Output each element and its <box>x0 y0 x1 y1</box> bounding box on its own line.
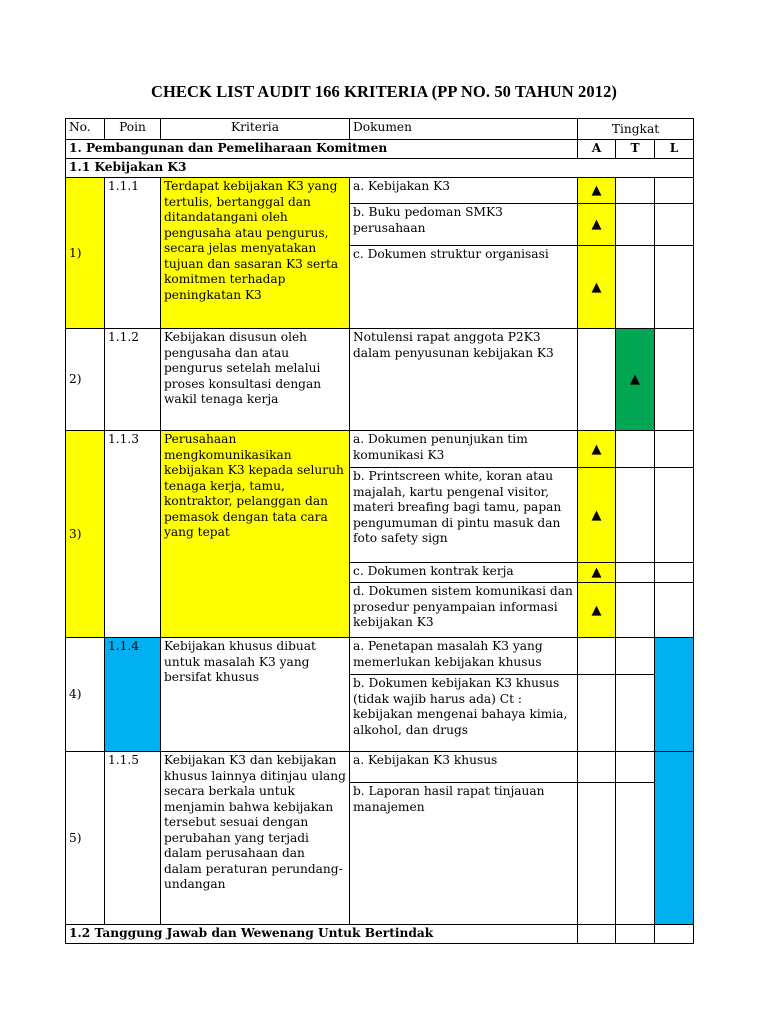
header-no: No. <box>66 119 105 140</box>
dokumen-cell: a. Kebijakan K3 <box>350 178 578 204</box>
subsection-title: 1.1 Kebijakan K3 <box>66 159 694 178</box>
header-row <box>66 119 694 140</box>
row-number: 4) <box>66 638 105 752</box>
audit-checklist-table <box>65 118 694 944</box>
level-l-cell <box>655 178 694 204</box>
header-dokumen: Dokumen <box>350 119 578 140</box>
table-row <box>66 178 694 204</box>
dokumen-cell: Notulensi rapat anggota P2K3 dalam penyusunan kebijakan K3 <box>350 329 578 431</box>
table-row <box>66 638 694 675</box>
level-l-cell <box>655 246 694 329</box>
section-title: 1. Pembangunan dan Pemeliharaan Komitmen <box>66 140 578 159</box>
level-l-cell <box>655 329 694 431</box>
dokumen-cell: c. Dokumen kontrak kerja <box>350 563 578 583</box>
dokumen-cell: b. Dokumen kebijakan K3 khusus (tidak wajib harus ada) Ct : kebijakan mengenai bahaya kimia, alkohol, dan drugs <box>350 675 578 752</box>
poin-cell: 1.1.3 <box>105 431 161 638</box>
level-t-cell <box>616 246 655 329</box>
level-l-cell <box>655 925 694 944</box>
row-number: 2) <box>66 329 105 431</box>
level-a-cell <box>578 783 616 925</box>
section-row <box>66 140 694 159</box>
poin-cell: 1.1.4 <box>105 638 161 752</box>
dokumen-cell: d. Dokumen sistem komunikasi dan prosedur penyampaian informasi kebijakan K3 <box>350 583 578 638</box>
subsection-row <box>66 925 694 944</box>
poin-cell: 1.1.5 <box>105 752 161 925</box>
level-t-marker: ▲ <box>616 329 655 431</box>
level-t-cell <box>616 178 655 204</box>
level-t-cell <box>616 783 655 925</box>
subsection-row <box>66 159 694 178</box>
level-t-cell <box>616 925 655 944</box>
level-a-cell <box>578 638 616 675</box>
level-a-cell <box>578 925 616 944</box>
level-l-cell <box>655 583 694 638</box>
level-a-marker: ▲ <box>578 583 616 638</box>
level-l-header: L <box>655 140 694 159</box>
level-a-cell <box>578 752 616 783</box>
level-t-cell <box>616 468 655 563</box>
level-l-cell <box>655 431 694 468</box>
table-row <box>66 752 694 783</box>
level-l-cell <box>655 563 694 583</box>
kriteria-cell: Kebijakan disusun oleh pengusaha dan atau pengurus setelah melalui proses konsultasi dengan wakil tenaga kerja <box>161 329 350 431</box>
level-t-cell <box>616 583 655 638</box>
level-t-cell <box>616 675 655 752</box>
dokumen-cell: a. Penetapan masalah K3 yang memerlukan kebijakan khusus <box>350 638 578 675</box>
row-number: 1) <box>66 178 105 329</box>
level-l-cell <box>655 468 694 563</box>
level-a-cell <box>578 329 616 431</box>
level-a-marker: ▲ <box>578 204 616 246</box>
level-t-cell <box>616 563 655 583</box>
table-row <box>66 431 694 468</box>
row-number: 3) <box>66 431 105 638</box>
level-l-cell <box>655 204 694 246</box>
level-a-marker: ▲ <box>578 178 616 204</box>
kriteria-cell: Kebijakan K3 dan kebijakan khusus lainnya ditinjau ulang secara berkala untuk menjamin bahwa kebijakan tersebut sesuai dengan perubahan yang terjadi dalam perusahaan dan dalam peraturan perundang-undangan <box>161 752 350 925</box>
level-a-marker: ▲ <box>578 468 616 563</box>
dokumen-cell: b. Laporan hasil rapat tinjauan manajemen <box>350 783 578 925</box>
header-tingkat: Tingkat <box>578 119 694 140</box>
kriteria-cell: Terdapat kebijakan K3 yang tertulis, bertanggal dan ditandatangani oleh pengusaha atau pengurus, secara jelas menyatakan tujuan dan sasaran K3 serta komitmen terhadap peningkatan K3 <box>161 178 350 329</box>
level-a-marker: ▲ <box>578 246 616 329</box>
row-number: 5) <box>66 752 105 925</box>
document-title: CHECK LIST AUDIT 166 KRITERIA (PP NO. 50 TAHUN 2012) <box>150 82 618 101</box>
header-kriteria: Kriteria <box>161 119 350 140</box>
header-poin: Poin <box>105 119 161 140</box>
table-row <box>66 329 694 431</box>
level-t-cell <box>616 431 655 468</box>
dokumen-cell: b. Printscreen white, koran atau majalah, kartu pengenal visitor, materi breafing bagi tamu, papan pengumuman di pintu masuk dan foto safety sign <box>350 468 578 563</box>
subsection-title: 1.2 Tanggung Jawab dan Wewenang Untuk Bertindak <box>66 925 578 944</box>
level-t-cell <box>616 752 655 783</box>
level-a-marker: ▲ <box>578 431 616 468</box>
level-a-header: A <box>578 140 616 159</box>
level-t-cell <box>616 204 655 246</box>
level-t-header: T <box>616 140 655 159</box>
level-l-highlight <box>655 752 694 925</box>
level-t-cell <box>616 638 655 675</box>
dokumen-cell: a. Dokumen penunjukan tim komunikasi K3 <box>350 431 578 468</box>
kriteria-cell: Kebijakan khusus dibuat untuk masalah K3 yang bersifat khusus <box>161 638 350 752</box>
poin-cell: 1.1.2 <box>105 329 161 431</box>
level-a-marker: ▲ <box>578 563 616 583</box>
dokumen-cell: b. Buku pedoman SMK3 perusahaan <box>350 204 578 246</box>
poin-cell: 1.1.1 <box>105 178 161 329</box>
dokumen-cell: a. Kebijakan K3 khusus <box>350 752 578 783</box>
dokumen-cell: c. Dokumen struktur organisasi <box>350 246 578 329</box>
kriteria-cell: Perusahaan mengkomunikasikan kebijakan K3 kepada seluruh tenaga kerja, tamu, kontraktor, pelanggan dan pemasok dengan tata cara yang tepat <box>161 431 350 638</box>
level-a-cell <box>578 675 616 752</box>
level-l-highlight <box>655 638 694 752</box>
